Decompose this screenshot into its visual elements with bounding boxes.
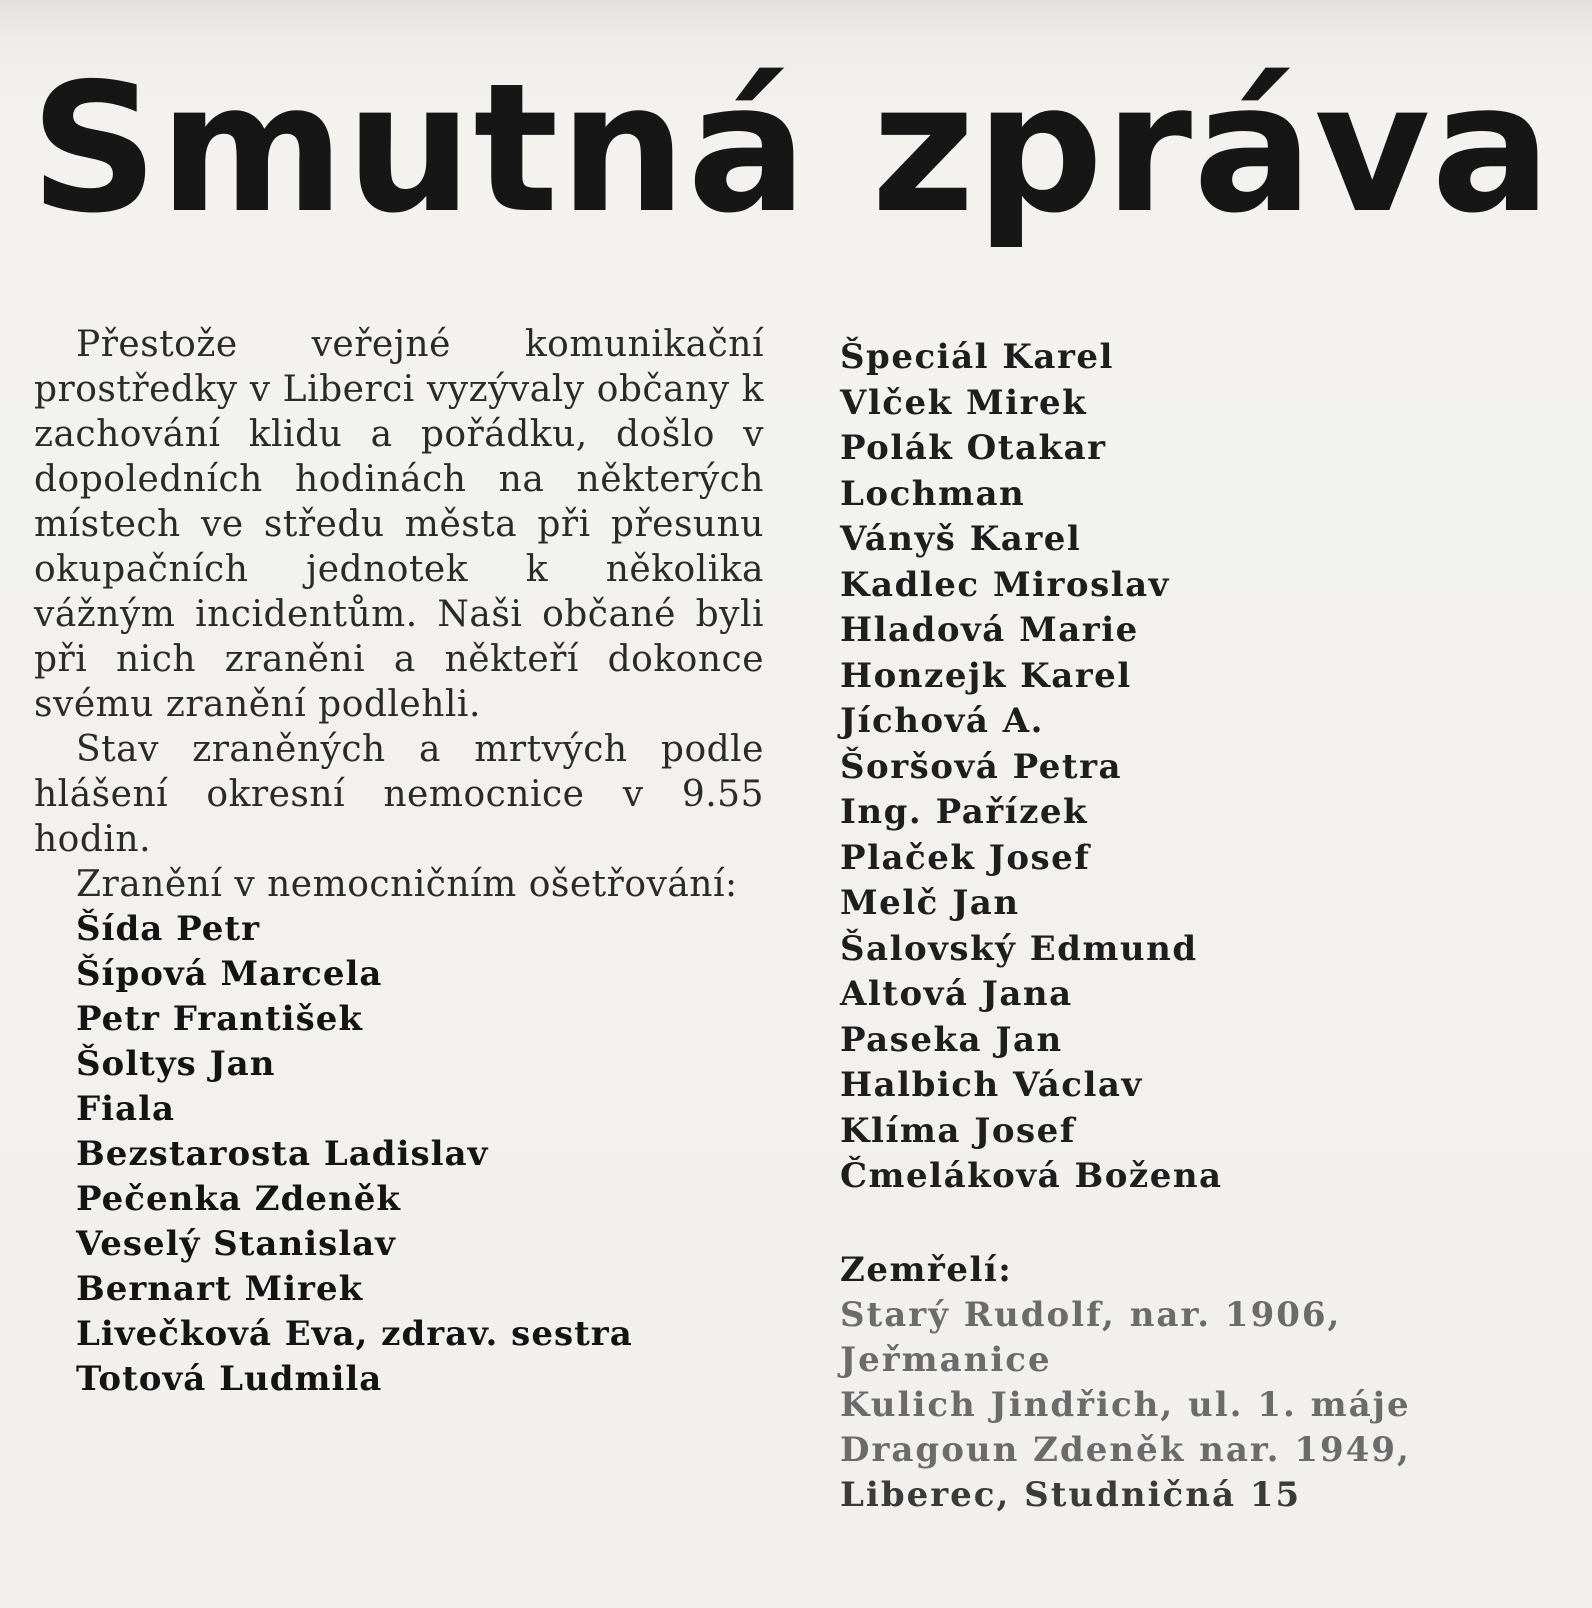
list-item: Jeřmanice <box>840 1339 1052 1380</box>
list-item: Polák Otakar <box>840 428 1107 468</box>
list-item: Lochman <box>840 473 1026 514</box>
deaths-list <box>840 1293 1540 1518</box>
list-item: Hladová Marie <box>840 610 1139 650</box>
list-item: Petr František <box>76 999 363 1039</box>
right-column <box>840 335 1540 1518</box>
list-item: Šípová Marcela <box>76 954 383 994</box>
list-item: Starý Rudolf, nar. 1906, <box>840 1294 1342 1335</box>
list-item: Bernart Mirek <box>76 1269 364 1309</box>
article-paragraph-status: Stav zraněných a mrtvých podle hlášení okresní nemocnice v 9.55 hodin. <box>34 729 764 860</box>
left-column <box>34 322 764 1402</box>
list-item: Čmeláková Božena <box>840 1156 1223 1196</box>
list-item: Špeciál Karel <box>840 337 1114 377</box>
list-item: Klíma Josef <box>840 1110 1076 1151</box>
list-item: Paseka Jan <box>840 1019 1063 1060</box>
injured-list-right <box>840 335 1540 1200</box>
list-item: Totová Ludmila <box>76 1359 383 1399</box>
deaths-heading: Zemřelí: <box>840 1249 1013 1290</box>
list-item: Kadlec Miroslav <box>840 564 1170 605</box>
article-paragraph-intro: Přestože veřejné komunikační prostředky v Liberci vyzývaly občany k zachování klidu a pořádku, došlo v dopoledních hodinách na některých místech ve středu města při přesunu okupačních jednotek k několika vážným incidentům. Naši občané byli při nich zraněni a někteří dokonce svému zranění podlehli. <box>34 324 764 725</box>
injured-list-left <box>34 907 764 1402</box>
list-item: Ványš Karel <box>840 519 1082 559</box>
list-item: Dragoun Zdeněk nar. 1949, <box>840 1429 1411 1470</box>
list-item: Liberec, Studničná 15 <box>840 1474 1302 1515</box>
list-item: Šoršová Petra <box>840 746 1123 787</box>
headline: Smutná zpráva <box>30 45 1553 252</box>
list-item: Vlček Mirek <box>840 382 1088 423</box>
list-item: Fiala <box>76 1089 176 1129</box>
list-item: Šída Petr <box>76 909 261 949</box>
list-item: Šoltys Jan <box>76 1044 276 1084</box>
article-paragraph-injured-heading: Zranění v nemocničním ošetřování: <box>76 864 738 905</box>
list-item: Veselý Stanislav <box>76 1224 396 1264</box>
list-item: Bezstarosta Ladislav <box>76 1134 489 1174</box>
list-item: Plaček Josef <box>840 837 1091 878</box>
list-item: Honzejk Karel <box>840 655 1132 696</box>
list-item: Jíchová A. <box>840 701 1044 741</box>
list-item: Šalovský Edmund <box>840 928 1198 969</box>
list-item: Melč Jan <box>840 883 1020 923</box>
list-item: Pečenka Zdeněk <box>76 1179 401 1219</box>
list-item: Livečková Eva, zdrav. sestra <box>76 1314 633 1354</box>
list-item: Altová Jana <box>840 974 1073 1014</box>
list-item: Halbich Václav <box>840 1065 1143 1105</box>
list-item: Kulich Jindřich, ul. 1. máje <box>840 1384 1411 1425</box>
list-item: Ing. Pařízek <box>840 792 1089 832</box>
